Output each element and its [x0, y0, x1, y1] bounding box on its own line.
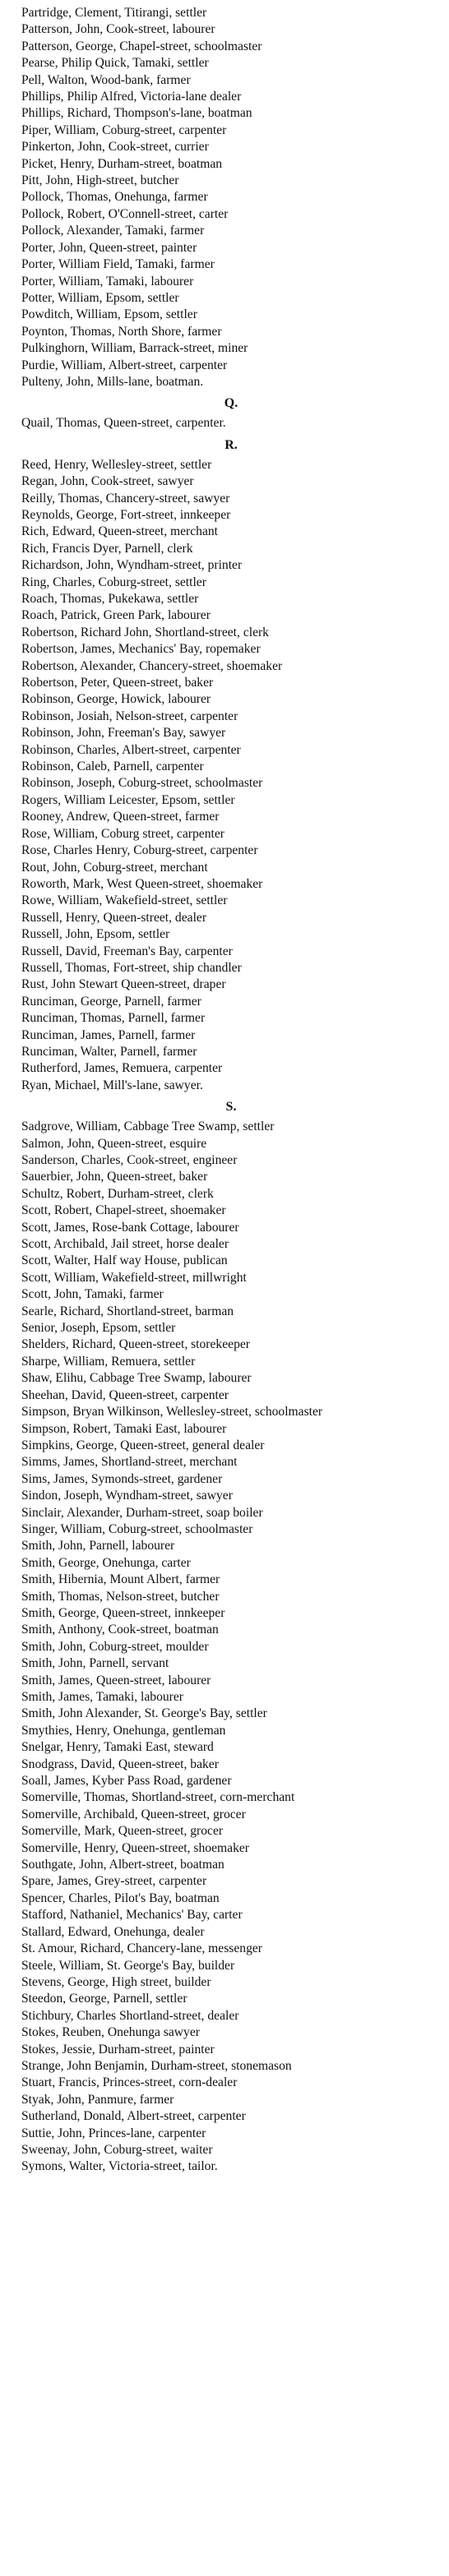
directory-entry: Runciman, George, Parnell, farmer [21, 994, 201, 1009]
directory-entry: Patterson, George, Chapel-street, schoolmaster [21, 39, 262, 53]
directory-entry: Spare, James, Grey-street, carpenter [21, 1874, 207, 1889]
directory-entry: Reynolds, George, Fort-street, innkeeper [21, 507, 231, 522]
directory-entry: Rose, Charles Henry, Coburg-street, carpenter [21, 843, 258, 858]
directory-entry: Smith, James, Tamaki, labourer [21, 1690, 183, 1704]
directory-entry: Smith, John, Coburg-street, moulder [21, 1639, 209, 1654]
directory-entry: Rooney, Andrew, Queen-street, farmer [21, 810, 220, 824]
directory-entry: Shelders, Richard, Queen-street, storekeeper [21, 1337, 250, 1352]
section-heading-q: Q. [224, 396, 238, 411]
directory-entry: Sharpe, William, Remuera, settler [21, 1354, 196, 1369]
directory-entry: Scott, Robert, Chapel-street, shoemaker [21, 1203, 226, 1218]
directory-entry: Somerville, Mark, Queen-street, grocer [21, 1824, 224, 1839]
directory-entry: Poynton, Thomas, North Shore, farmer [21, 324, 222, 339]
directory-entry: Roworth, Mark, West Queen-street, shoemaker [21, 876, 263, 891]
directory-entry: Rich, Edward, Queen-street, merchant [21, 524, 219, 539]
directory-entry: Roach, Patrick, Green Park, labourer [21, 608, 211, 623]
directory-entry: Russell, John, Epsom, settler [21, 927, 170, 942]
directory-entry: Smith, John, Parnell, servant [21, 1656, 169, 1671]
directory-entry: Somerville, Henry, Queen-street, shoemaker [21, 1840, 249, 1855]
directory-entry: Somerville, Thomas, Shortland-street, corn-merchant [21, 1790, 295, 1805]
directory-entry: Roach, Thomas, Pukekawa, settler [21, 592, 199, 606]
directory-entry: Smith, George, Queen-street, innkeeper [21, 1605, 225, 1620]
directory-entry: Pearse, Philip Quick, Tamaki, settler [21, 56, 209, 71]
directory-entry: Smith, Hibernia, Mount Albert, farmer [21, 1572, 220, 1587]
directory-entry: Runciman, Walter, Parnell, farmer [21, 1044, 197, 1059]
directory-entry: Stafford, Nathaniel, Mechanics' Bay, carter [21, 1908, 243, 1923]
directory-entry: Robinson, John, Freeman's Bay, sawyer [21, 726, 226, 741]
directory-entry: Russell, David, Freeman's Bay, carpenter [21, 944, 233, 958]
directory-entry: Rutherford, James, Remuera, carpenter [21, 1061, 223, 1076]
directory-entry: Pollock, Alexander, Tamaki, farmer [21, 224, 205, 238]
directory-entry: Steedon, George, Parnell, settler [21, 1992, 187, 2006]
directory-entry: Scott, William, Wakefield-street, millwright [21, 1270, 247, 1285]
directory-entry: Soall, James, Kyber Pass Road, gardener [21, 1774, 232, 1789]
directory-entry: Smith, James, Queen-street, labourer [21, 1673, 211, 1687]
directory-entry: Singer, William, Coburg-street, schoolmaster [21, 1521, 253, 1536]
directory-entry: Spencer, Charles, Pilot's Bay, boatman [21, 1890, 220, 1905]
directory-entry: Richardson, John, Wyndham-street, printer [21, 558, 243, 573]
directory-entry: Stallard, Edward, Onehunga, dealer [21, 1924, 205, 1939]
directory-entry: Simpson, Bryan Wilkinson, Wellesley-street, schoolmaster [21, 1405, 323, 1420]
section-s-list [21, 1119, 441, 2176]
directory-entry: Salmon, John, Queen-street, esquire [21, 1136, 207, 1151]
directory-entry: Sinclair, Alexander, Durham-street, soap boiler [21, 1505, 263, 1520]
directory-entry: Ryan, Michael, Mill's-lane, sawyer. [21, 1078, 203, 1092]
directory-entry: Robinson, George, Howick, labourer [21, 692, 211, 707]
directory-entry: Scott, Archibald, Jail street, horse dealer [21, 1237, 229, 1252]
directory-entry: Reed, Henry, Wellesley-street, settler [21, 457, 212, 472]
directory-entry: Purdie, William, Albert-street, carpenter [21, 358, 228, 372]
directory-entry: Sheehan, David, Queen-street, carpenter [21, 1387, 229, 1402]
directory-entry: Robinson, Charles, Albert-street, carpenter [21, 742, 241, 757]
directory-entry: Pollock, Robert, O'Connell-street, carter [21, 206, 229, 221]
directory-entry: Russell, Henry, Queen-street, dealer [21, 910, 207, 925]
directory-entry: Smith, John Alexander, St. George's Bay, settler [21, 1706, 267, 1721]
directory-entry: Pulkinghorn, William, Barrack-street, miner [21, 341, 248, 356]
section-p-list [21, 5, 441, 390]
directory-entry: Stokes, Reuben, Onehunga sawyer [21, 2025, 200, 2040]
directory-entry: Phillips, Richard, Thompson's-lane, boatman [21, 106, 252, 121]
directory-entry: Sindon, Joseph, Wyndham-street, sawyer [21, 1489, 233, 1503]
directory-entry: Symons, Walter, Victoria-street, tailor. [21, 2159, 218, 2174]
directory-entry: Pollock, Thomas, Onehunga, farmer [21, 190, 208, 205]
directory-entry: Searle, Richard, Shortland-street, barman [21, 1304, 234, 1318]
directory-entry: Pinkerton, John, Cook-street, currier [21, 140, 209, 155]
directory-entry: Sweenay, John, Coburg-street, waiter [21, 2142, 213, 2157]
directory-entry: Smith, Thomas, Nelson-street, butcher [21, 1589, 220, 1604]
directory-entry: Potter, William, Epsom, settler [21, 290, 179, 305]
directory-entry: Schultz, Robert, Durham-street, clerk [21, 1186, 214, 1201]
directory-entry: Strange, John Benjamin, Durham-street, stonemason [21, 2058, 292, 2073]
directory-entry: Robertson, Richard John, Shortland-street, clerk [21, 625, 269, 639]
directory-entry: Rowe, William, Wakefield-street, settler [21, 893, 228, 908]
directory-entry: Shaw, Elihu, Cabbage Tree Swamp, labourer [21, 1371, 252, 1386]
directory-entry: Stichbury, Charles Shortland-street, dealer [21, 2008, 239, 2023]
directory-entry: Rogers, William Leicester, Epsom, settler [21, 792, 235, 807]
directory-entry: Stokes, Jessie, Durham-street, painter [21, 2042, 215, 2057]
directory-entry: Porter, John, Queen-street, painter [21, 240, 197, 255]
directory-entry: Robinson, Josiah, Nelson-street, carpenter [21, 709, 238, 723]
directory-entry: Quail, Thomas, Queen-street, carpenter. [21, 416, 226, 431]
section-heading-r: R. [224, 437, 238, 452]
directory-entry: Runciman, Thomas, Parnell, farmer [21, 1011, 206, 1026]
directory-entry: Pell, Walton, Wood-bank, farmer [21, 72, 191, 87]
directory-entry: Sims, James, Symonds-street, gardener [21, 1471, 223, 1486]
directory-entry: Rich, Francis Dyer, Parnell, clerk [21, 541, 193, 556]
directory-entry: Sanderson, Charles, Cook-street, engineer [21, 1153, 238, 1167]
directory-entry: Robinson, Joseph, Coburg-street, schoolmaster [21, 776, 263, 791]
directory-entry: St. Amour, Richard, Chancery-lane, messenger [21, 1941, 262, 1956]
directory-entry: Powditch, William, Epsom, settler [21, 307, 197, 322]
directory-entry: Snelgar, Henry, Tamaki East, steward [21, 1740, 214, 1755]
directory-entry: Robertson, Alexander, Chancery-street, shoemaker [21, 658, 283, 673]
directory-entry: Robertson, James, Mechanics' Bay, ropemaker [21, 642, 261, 657]
directory-entry: Ring, Charles, Coburg-street, settler [21, 575, 206, 589]
directory-entry: Smith, John, Parnell, labourer [21, 1539, 175, 1553]
section-heading-s: S. [225, 1100, 237, 1115]
directory-entry: Sauerbier, John, Queen-street, baker [21, 1170, 208, 1184]
directory-entry: Patterson, John, Cook-street, labourer [21, 22, 215, 37]
directory-entry: Smith, Anthony, Cook-street, boatman [21, 1623, 219, 1637]
directory-entry: Porter, William Field, Tamaki, farmer [21, 257, 215, 272]
directory-entry: Sadgrove, William, Cabbage Tree Swamp, settler [21, 1119, 275, 1134]
directory-entry: Rust, John Stewart Queen-street, draper [21, 977, 226, 992]
directory-entry: Smith, George, Onehunga, carter [21, 1555, 191, 1570]
directory-entry: Robinson, Caleb, Parnell, carpenter [21, 759, 204, 774]
directory-entry: Russell, Thomas, Fort-street, ship chandler [21, 960, 242, 975]
directory-entry: Somerville, Archibald, Queen-street, grocer [21, 1807, 246, 1821]
directory-entry: Snodgrass, David, Queen-street, baker [21, 1757, 219, 1771]
directory-entry: Styak, John, Panmure, farmer [21, 2092, 174, 2107]
directory-entry: Rose, William, Coburg street, carpenter [21, 826, 224, 841]
directory-entry: Simpson, Robert, Tamaki East, labourer [21, 1421, 227, 1436]
directory-entry: Porter, William, Tamaki, labourer [21, 274, 194, 289]
directory-entry: Robertson, Peter, Queen-street, baker [21, 676, 214, 690]
directory-entry: Piper, William, Coburg-street, carpenter [21, 122, 227, 137]
directory-entry: Runciman, James, Parnell, farmer [21, 1027, 196, 1042]
directory-entry: Southgate, John, Albert-street, boatman [21, 1858, 224, 1872]
directory-entry: Reilly, Thomas, Chancery-street, sawyer [21, 491, 230, 506]
directory-entry: Suttie, John, Princes-lane, carpenter [21, 2126, 206, 2140]
directory-entry: Steele, William, St. George's Bay, builder [21, 1958, 235, 1973]
directory-entry: Stevens, George, High street, builder [21, 1974, 211, 1989]
directory-entry: Scott, John, Tamaki, farmer [21, 1287, 164, 1302]
directory-entry: Picket, Henry, Durham-street, boatman [21, 156, 223, 171]
directory-entry: Rout, John, Coburg-street, merchant [21, 860, 208, 875]
directory-entry: Scott, James, Rose-bank Cottage, labourer [21, 1220, 239, 1235]
directory-entry: Senior, Joseph, Epsom, settler [21, 1321, 176, 1336]
directory-entry: Simpkins, George, Queen-street, general dealer [21, 1438, 265, 1452]
directory-entry: Stuart, Francis, Princes-street, corn-dealer [21, 2075, 238, 2090]
directory-entry: Partridge, Clement, Titirangi, settler [21, 6, 207, 20]
directory-entry: Pitt, John, High-street, butcher [21, 173, 179, 188]
directory-entry: Smythies, Henry, Onehunga, gentleman [21, 1723, 226, 1738]
directory-entry: Pulteny, John, Mills-lane, boatman. [21, 374, 204, 389]
directory-entry: Sutherland, Donald, Albert-street, carpenter [21, 2109, 246, 2124]
section-q-list [21, 415, 441, 432]
directory-entry: Regan, John, Cook-street, sawyer [21, 474, 194, 489]
directory-entry: Simms, James, Shortland-street, merchant [21, 1455, 238, 1470]
directory-entry: Phillips, Philip Alfred, Victoria-lane dealer [21, 90, 242, 104]
section-r-list [21, 457, 441, 1094]
directory-entry: Scott, Walter, Half way House, publican [21, 1253, 228, 1268]
